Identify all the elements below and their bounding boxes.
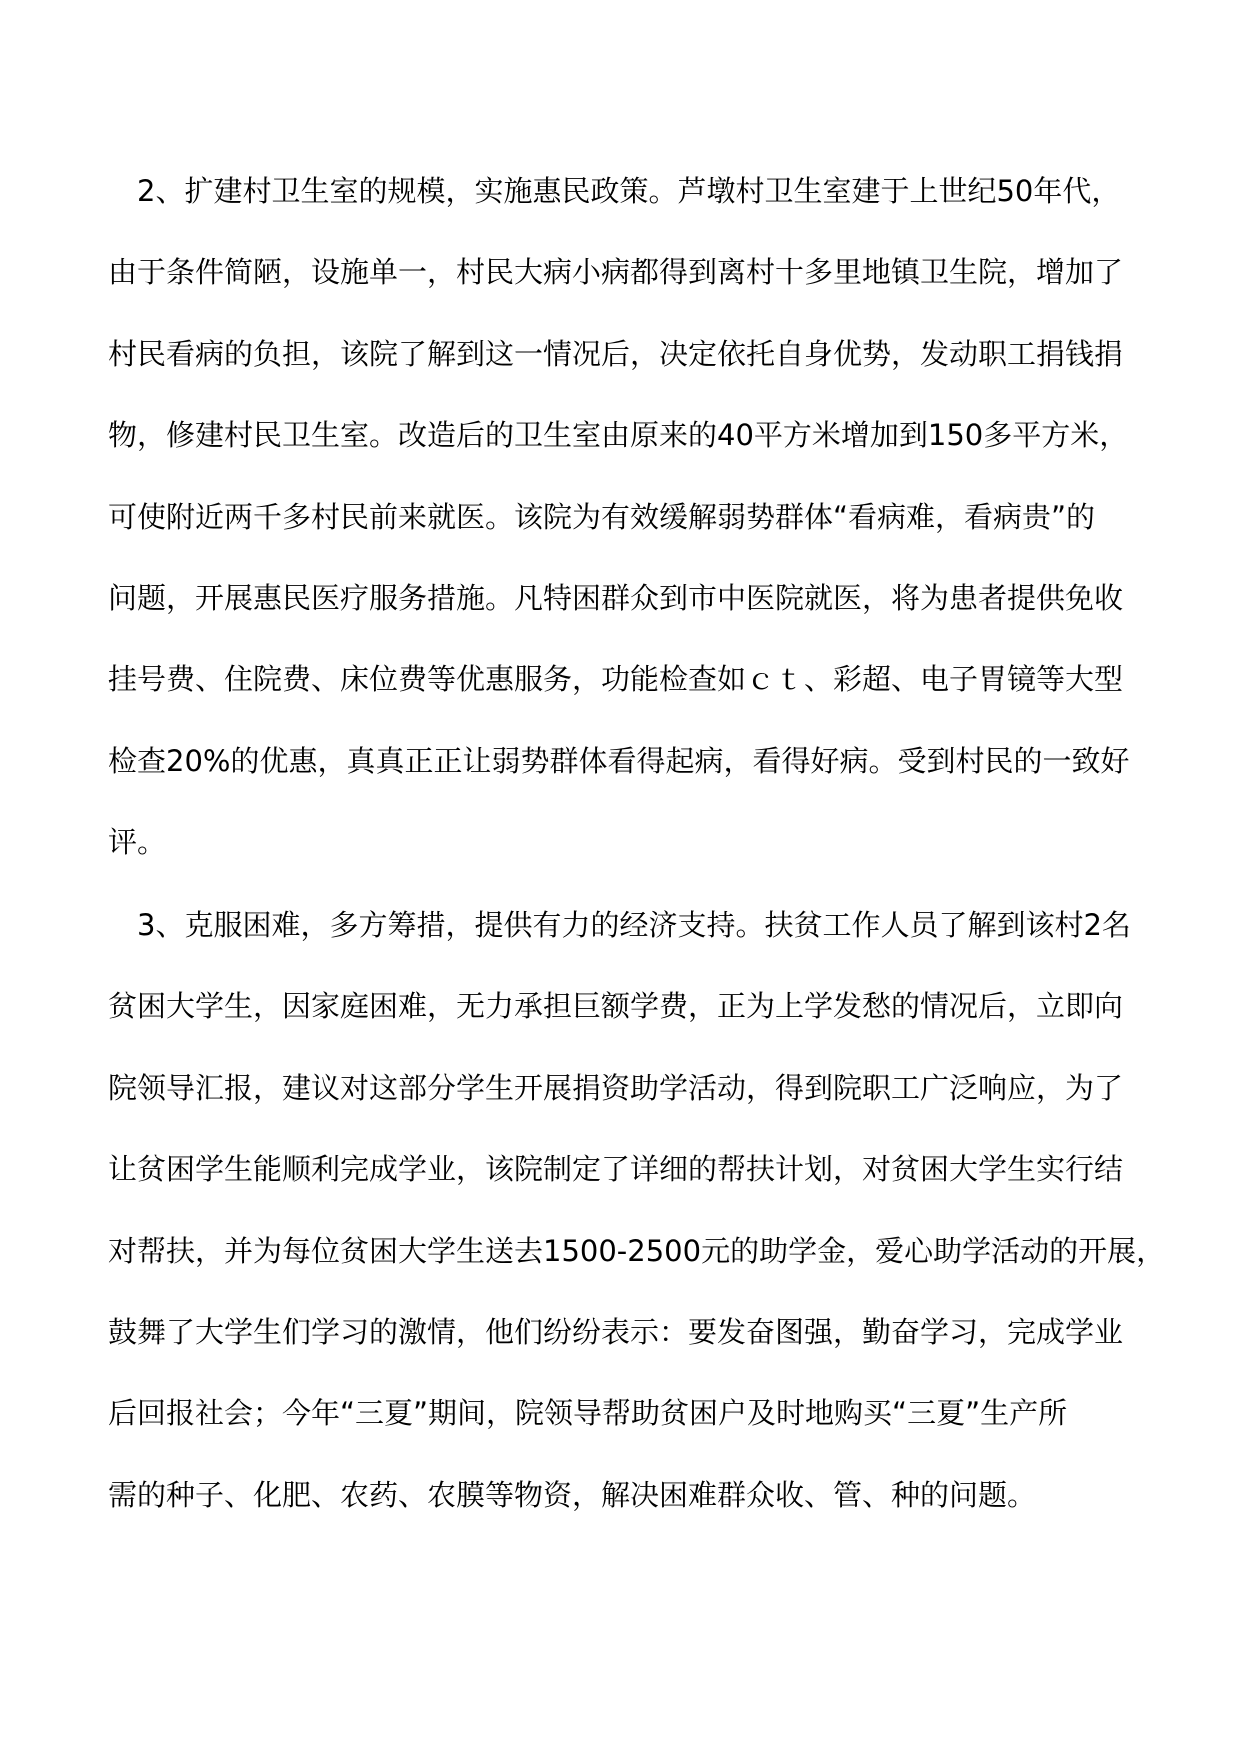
paragraph-line: 由于条件简陋，设施单一，村民大病小病都得到离村十多里地镇卫生院，增加了 (108, 255, 1124, 290)
paragraph-line: 鼓舞了大学生们学习的激情，他们纷纷表示：要发奋图强，勤奋学习，完成学业 (108, 1314, 1124, 1349)
paragraph-line: 可使附近两千多村民前来就医。该院为有效缓解弱势群体“看病难，看病贵”的 (108, 499, 1096, 534)
paragraph-line: 挂号费、住院费、床位费等优惠服务，功能检查如ｃｔ、彩超、电子胃镜等大型 (108, 662, 1124, 697)
paragraph-line: 2、扩建村卫生室的规模，实施惠民政策。芦墩村卫生室建于上世纪50年代， (108, 174, 1121, 208)
paragraph-line: 让贫困学生能顺利完成学业，该院制定了详细的帮扶计划，对贫困大学生实行结 (108, 1152, 1124, 1187)
paragraph-2 (108, 151, 1138, 884)
paragraph-line: 村民看病的负担，该院了解到这一情况后，决定依托自身优势，发动职工捐钱捐 (108, 336, 1124, 371)
paragraph-line: 后回报社会；今年“三夏”期间，院领导帮助贫困户及时地购买“三夏”生产所 (108, 1396, 1068, 1431)
paragraph-3 (108, 885, 1166, 1536)
paragraph-line: 对帮扶，并为每位贫困大学生送去1500-2500元的助学金，爱心助学活动的开展， (108, 1233, 1166, 1268)
paragraph-line: 检查20%的优惠，真真正正让弱势群体看得起病，看得好病。受到村民的一致好 (108, 743, 1130, 778)
paragraph-line: 需的种子、化肥、农药、农膜等物资，解决困难群众收、管、种的问题。 (108, 1477, 1037, 1512)
paragraph-line: 院领导汇报，建议对这部分学生开展捐资助学活动，得到院职工广泛响应，为了 (108, 1070, 1124, 1105)
paragraph-line: 物，修建村民卫生室。改造后的卫生室由原来的40平方米增加到150多平方米， (108, 418, 1129, 453)
paragraph-line: 贫困大学生，因家庭困难，无力承担巨额学费，正为上学发愁的情况后，立即向 (108, 989, 1124, 1024)
paragraph-line: 评。 (108, 825, 167, 860)
paragraph-line: 问题，开展惠民医疗服务措施。凡特困群众到市中医院就医，将为患者提供免收 (108, 580, 1124, 615)
paragraph-line: 3、克服困难，多方筹措，提供有力的经济支持。扶贫工作人员了解到该村2名 (108, 908, 1131, 942)
